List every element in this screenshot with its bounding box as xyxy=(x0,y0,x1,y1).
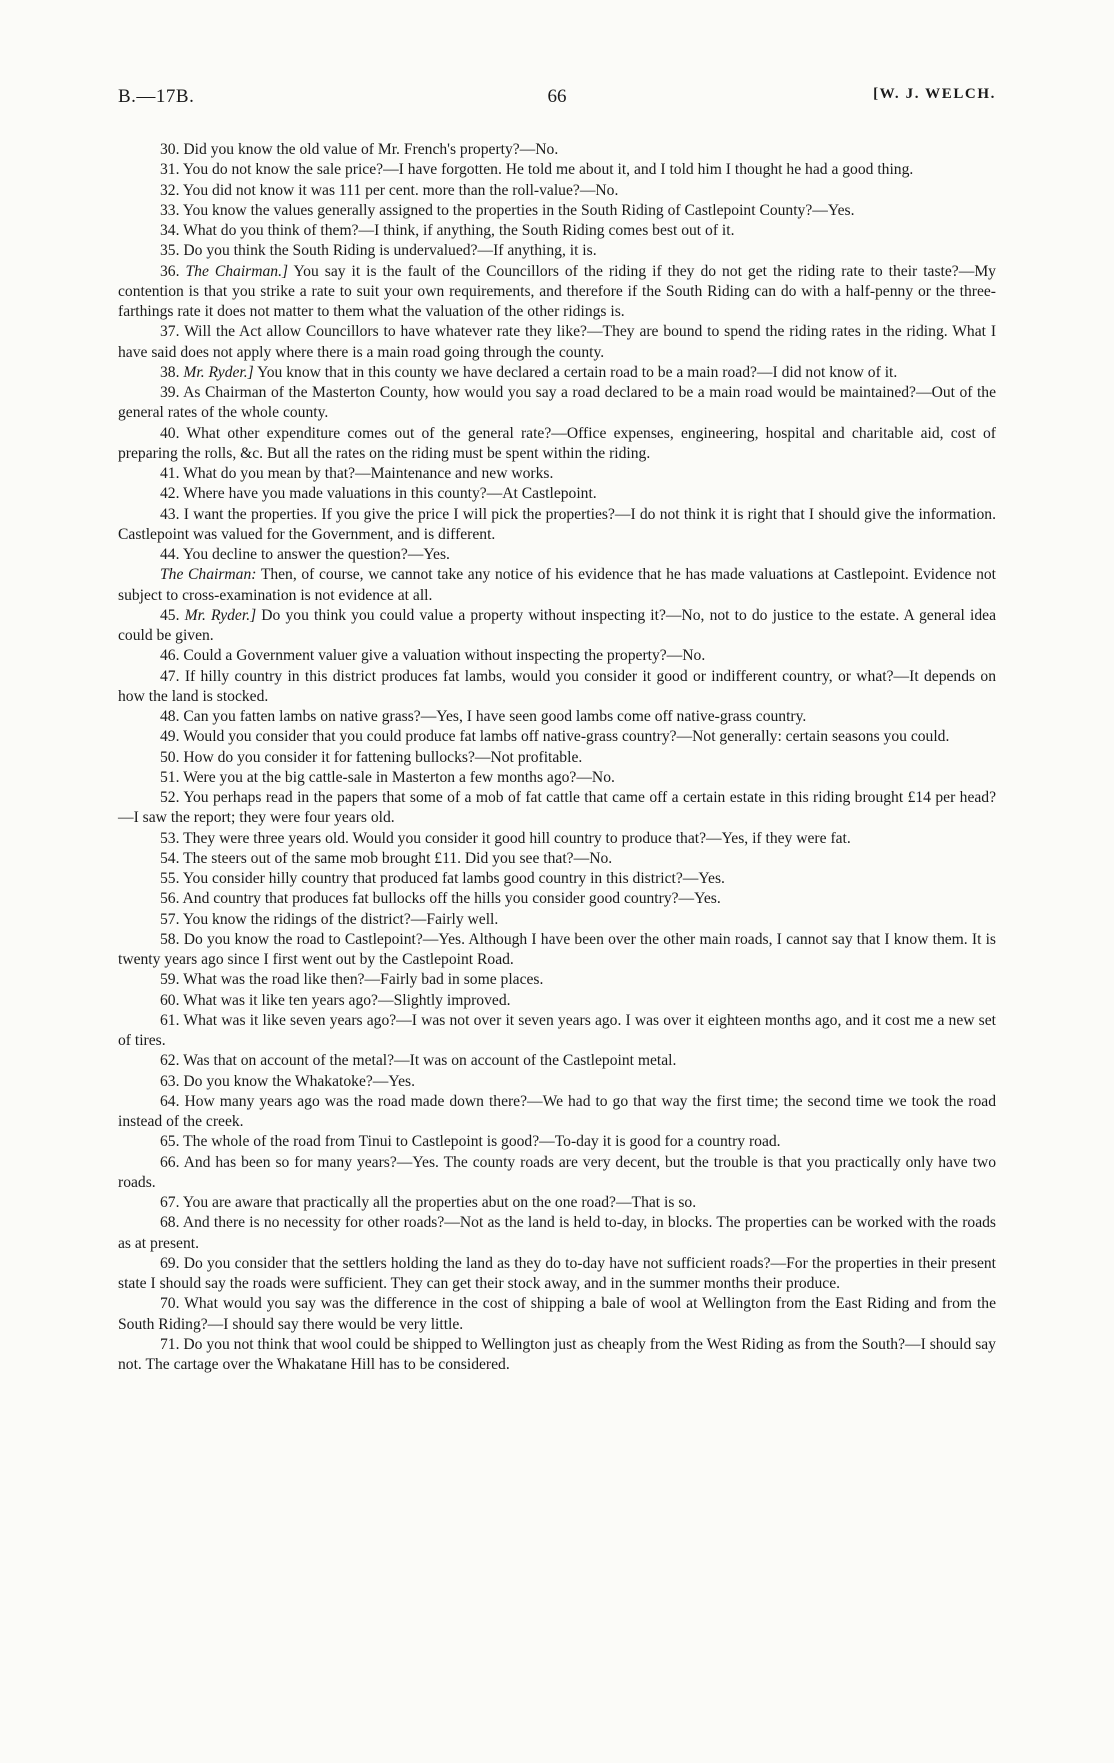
question-number: 60. xyxy=(160,991,180,1009)
testimony-paragraph xyxy=(118,1294,996,1335)
testimony-paragraph xyxy=(118,241,996,261)
testimony-paragraph xyxy=(118,565,996,606)
question-number: 48. xyxy=(160,708,180,725)
testimony-paragraph xyxy=(118,262,996,323)
testimony-paragraph xyxy=(118,545,996,565)
testimony-paragraph xyxy=(118,1335,996,1376)
question-number: 56. xyxy=(160,890,180,908)
testimony-paragraph xyxy=(118,788,996,829)
testimony-paragraph xyxy=(118,707,996,727)
question-number: 46. xyxy=(160,647,180,665)
paragraph-text: You perhaps read in the papers that some of a mob of fat cattle that came off a certain estate in this riding brought £14 per head?—I saw the report; they were four years old. xyxy=(118,789,996,827)
question-number: 61. xyxy=(160,1011,180,1029)
question-number: 37. xyxy=(160,323,180,341)
question-number: 51. xyxy=(160,768,180,786)
paragraph-text: You did not know it was 111 per cent. more than the roll-value?—No. xyxy=(182,181,619,199)
page-number: 66 xyxy=(547,86,567,107)
speaker-label: Mr. Ryder.] xyxy=(183,363,254,381)
testimony-paragraph xyxy=(118,748,996,768)
paragraph-text: Do you know the road to Castlepoint?—Yes. Although I have been over the other main roads, I cannot say that I know them. It is twenty years ago since I first went out by the Castlepoint Road. xyxy=(118,930,997,968)
testimony-paragraph xyxy=(118,829,996,849)
question-number: 62. xyxy=(160,1052,180,1070)
paragraph-text: Will the Act allow Councillors to have whatever rate they like?—They are bound to spend the riding rates in the riding. What I have said does not apply where there is a main road going through the county. xyxy=(118,323,997,361)
question-number: 33. xyxy=(160,201,180,219)
testimony-paragraph xyxy=(118,606,996,647)
paragraph-text: What other expenditure comes out of the general rate?—Office expenses, engineering, hospital and charitable aid, cost of preparing the rolls, &c. But all the rates on the riding must be spent within the riding. xyxy=(118,424,996,462)
testimony-paragraph xyxy=(118,667,996,708)
paragraph-text: Do you not think that wool could be shipped to Wellington just as cheaply from the West Riding as from the South?—I should say not. The cartage over the Whakatane Hill has to be considered. xyxy=(118,1335,996,1373)
testimony-paragraph xyxy=(118,1213,996,1254)
question-number: 53. xyxy=(160,829,180,847)
paragraph-text: You do not know the sale price?—I have forgotten. He told me about it, and I told him I thought he had a good thing. xyxy=(182,161,914,179)
paragraph-text: What do you think of them?—I think, if anything, the South Riding comes best out of it. xyxy=(183,222,735,239)
paragraph-text: You know that in this county we have declared a certain road to be a main road?—I did not know of it. xyxy=(257,363,898,381)
testimony-paragraph xyxy=(118,1072,996,1092)
question-number: 70. xyxy=(160,1295,180,1313)
testimony-body xyxy=(118,140,996,1375)
document-reference: B.—17B. xyxy=(118,86,195,107)
question-number: 38. xyxy=(160,363,180,381)
paragraph-text: Can you fatten lambs on native grass?—Yes, I have seen good lambs come off native-grass country. xyxy=(183,708,807,725)
question-number: 57. xyxy=(160,910,180,928)
question-number: 47. xyxy=(160,667,180,685)
paragraph-text: You know the values generally assigned to the properties in the South Riding of Castlepoint County?—Yes. xyxy=(182,201,855,219)
paragraph-text: I want the properties. If you give the price I will pick the properties?—I do not think it is right that I should give the information. Castlepoint was valued for the Government, and is different. xyxy=(118,505,996,543)
testimony-paragraph xyxy=(118,1011,996,1052)
page-header xyxy=(118,86,996,116)
paragraph-text: What would you say was the difference in the cost of shipping a bale of wool at Wellington from the East Riding and from the South Riding?—I should say there would be very little. xyxy=(118,1295,997,1333)
question-number: 36. xyxy=(160,262,180,280)
question-number: 44. xyxy=(160,546,180,563)
question-number: 54. xyxy=(160,849,180,867)
testimony-paragraph xyxy=(118,322,996,363)
testimony-paragraph xyxy=(118,646,996,666)
question-number: 49. xyxy=(160,728,180,746)
paragraph-text: Do you know the Whakatoke?—Yes. xyxy=(183,1072,415,1090)
testimony-paragraph xyxy=(118,464,996,484)
question-number: 32. xyxy=(160,181,180,199)
testimony-paragraph xyxy=(118,505,996,546)
paragraph-text: What was it like ten years ago?—Slightly improved. xyxy=(183,991,511,1009)
paragraph-text: Did you know the old value of Mr. French's property?—No. xyxy=(183,141,559,158)
paragraph-text: The steers out of the same mob brought £11. Did you see that?—No. xyxy=(183,849,613,867)
question-number: 66. xyxy=(160,1153,180,1171)
paragraph-text: As Chairman of the Masterton County, how would you say a road declared to be a main road would be maintained?—Out of the general rates of the whole county. xyxy=(118,384,996,422)
paragraph-text: You consider hilly country that produced fat lambs good country in this district?—Yes. xyxy=(182,870,725,887)
testimony-paragraph xyxy=(118,1132,996,1152)
paragraph-text: Could a Government valuer give a valuation without inspecting the property?—No. xyxy=(183,647,706,665)
paragraph-text: Would you consider that you could produce fat lambs off native-grass country?—Not generally: certain seasons you could. xyxy=(183,728,950,746)
testimony-paragraph xyxy=(118,1153,996,1194)
testimony-paragraph xyxy=(118,910,996,930)
testimony-paragraph xyxy=(118,221,996,241)
question-number: 34. xyxy=(160,222,180,239)
testimony-paragraph xyxy=(118,160,996,180)
paragraph-text: If hilly country in this district produces fat lambs, would you consider it good or indifferent country, or what?—It depends on how the land is stocked. xyxy=(118,667,997,705)
question-number: 41. xyxy=(160,465,180,482)
paragraph-text: They were three years old. Would you consider it good hill country to produce that?—Yes, if they were fat. xyxy=(183,829,851,847)
paragraph-text: What was the road like then?—Fairly bad in some places. xyxy=(183,971,544,989)
question-number: 59. xyxy=(160,971,180,989)
speaker-label: Mr. Ryder.] xyxy=(184,606,257,624)
paragraph-text: What was it like seven years ago?—I was not over it seven years ago. I was over it eighteen months ago, and it cost me a new set of tires. xyxy=(118,1011,996,1049)
testimony-paragraph xyxy=(118,768,996,788)
testimony-paragraph xyxy=(118,889,996,909)
witness-name: [W. J. WELCH. xyxy=(873,86,996,102)
paragraph-text: Where have you made valuations in this county?—At Castlepoint. xyxy=(183,485,597,503)
paragraph-text: And there is no necessity for other roads?—Not as the land is held to-day, in blocks. The properties can be worked with the roads as at present. xyxy=(118,1214,996,1252)
testimony-paragraph xyxy=(118,991,996,1011)
paragraph-text: Was that on account of the metal?—It was on account of the Castlepoint metal. xyxy=(183,1052,677,1070)
testimony-paragraph xyxy=(118,727,996,747)
paragraph-text: Do you think you could value a property without inspecting it?—No, not to do justice to the estate. A general idea could be given. xyxy=(118,606,996,644)
testimony-paragraph xyxy=(118,930,996,971)
paragraph-text: Then, of course, we cannot take any notice of his evidence that he has made valuations at Castlepoint. Evidence not subject to cross-examination is not evidence at all. xyxy=(118,566,996,604)
paragraph-text: You know the ridings of the district?—Fairly well. xyxy=(182,910,499,928)
testimony-paragraph xyxy=(118,363,996,383)
speaker-label: The Chairman.] xyxy=(185,262,289,280)
question-number: 69. xyxy=(160,1254,180,1272)
testimony-paragraph xyxy=(118,869,996,889)
testimony-paragraph xyxy=(118,383,996,424)
testimony-paragraph xyxy=(118,484,996,504)
question-number: 63. xyxy=(160,1072,180,1090)
paragraph-text: How do you consider it for fattening bullocks?—Not profitable. xyxy=(183,748,583,766)
testimony-paragraph xyxy=(118,424,996,465)
question-number: 52. xyxy=(160,789,180,806)
paragraph-text: Do you think the South Riding is undervalued?—If anything, it is. xyxy=(183,242,597,260)
question-number: 39. xyxy=(160,384,180,401)
question-number: 30. xyxy=(160,141,180,158)
paragraph-text: How many years ago was the road made down there?—We had to go that way the first time; the second time we took the road instead of the creek. xyxy=(118,1092,996,1130)
question-number: 35. xyxy=(160,242,180,260)
question-number: 42. xyxy=(160,485,180,503)
paragraph-text: You are aware that practically all the properties abut on the one road?—That is so. xyxy=(182,1194,697,1211)
question-number: 65. xyxy=(160,1133,180,1151)
testimony-paragraph xyxy=(118,849,996,869)
testimony-paragraph xyxy=(118,140,996,160)
question-number: 45. xyxy=(160,606,180,624)
question-number: 50. xyxy=(160,748,180,766)
paragraph-text: The whole of the road from Tinui to Castlepoint is good?—To-day it is good for a country road. xyxy=(183,1133,781,1151)
testimony-paragraph xyxy=(118,970,996,990)
paragraph-text: You say it is the fault of the Councillors of the riding if they do not get the riding rate to their taste?—My contention is that you strike a rate to suit your own requirements, and therefore if the South Riding can do with a half-penny or the three-farthings rate it does not matter to them what the valuation of the other ridings is. xyxy=(118,262,996,320)
question-number: 64. xyxy=(160,1092,180,1110)
question-number: 55. xyxy=(160,870,180,887)
paragraph-text: And has been so for many years?—Yes. The county roads are very decent, but the trouble is that you practically only have two roads. xyxy=(118,1153,996,1191)
question-number: 71. xyxy=(160,1335,180,1353)
question-number: 43. xyxy=(160,505,180,523)
paragraph-text: What do you mean by that?—Maintenance and new works. xyxy=(183,465,554,482)
testimony-paragraph xyxy=(118,1193,996,1213)
question-number: 31. xyxy=(160,161,180,179)
paragraph-text: You decline to answer the question?—Yes. xyxy=(182,546,450,563)
paragraph-text: And country that produces fat bullocks off the hills you consider good country?—Yes. xyxy=(182,890,721,908)
question-number: 40. xyxy=(160,424,180,442)
speaker-label: The Chairman: xyxy=(160,566,257,584)
question-number: 67. xyxy=(160,1194,180,1211)
testimony-paragraph xyxy=(118,1254,996,1295)
paragraph-text: Do you consider that the settlers holding the land as they do to-day have not sufficient roads?—For the properties in their present state I should say the roads were sufficient. They can get their stock away, and in the summer months their produce. xyxy=(118,1254,996,1292)
question-number: 68. xyxy=(160,1214,180,1232)
testimony-paragraph xyxy=(118,201,996,221)
testimony-paragraph xyxy=(118,181,996,201)
question-number: 58. xyxy=(160,930,180,948)
paragraph-text: Were you at the big cattle-sale in Masterton a few months ago?—No. xyxy=(183,768,615,786)
testimony-paragraph xyxy=(118,1092,996,1133)
testimony-paragraph xyxy=(118,1051,996,1071)
